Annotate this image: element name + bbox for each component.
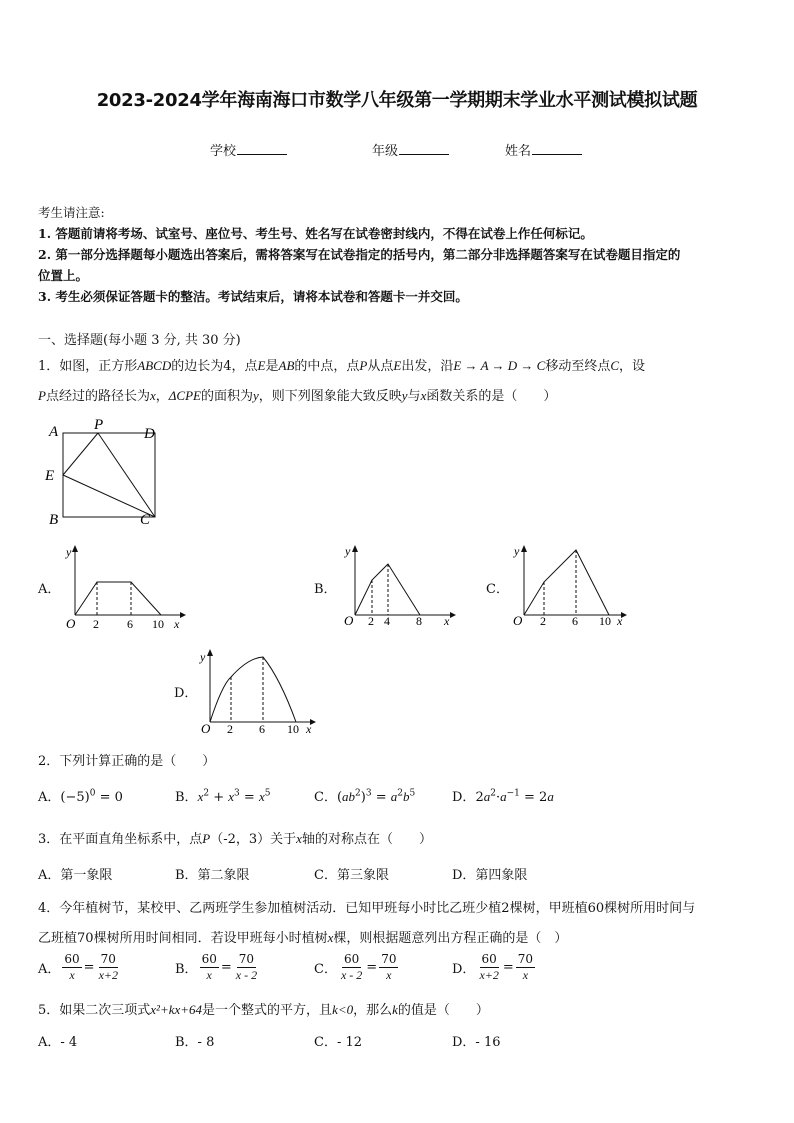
q1-option-a-label[interactable]: A．	[38, 582, 61, 597]
tick-6: 6	[127, 617, 133, 631]
curve	[524, 550, 609, 615]
q2-option-d[interactable]: D．$2a^2\cdot a^{-1} = 2a$	[452, 788, 554, 805]
question-5-stem: 5．如果二次三项式x²+kx+64是一个整式的平方，且k<0，那么k的值是（ ）	[38, 1002, 489, 1018]
q3-option-b[interactable]: B．第二象限	[175, 868, 250, 883]
q3-option-a[interactable]: A．第一象限	[38, 868, 113, 883]
note-item-1: 1. 答题前请将考场、试室号、座位号、考生号、姓名写在试卷密封线内，不得在试卷上作任何标记。	[38, 226, 593, 241]
question-1-line-2: P点经过的路径长为x，ΔCPE的面积为y，则下列图象能大致反映y与x函数关系的是（ ）	[38, 388, 557, 404]
curve	[75, 582, 161, 615]
tick-2: 2	[368, 614, 374, 628]
segment-ep	[63, 433, 98, 475]
y-axis-arrow	[72, 545, 78, 552]
origin-label: O	[344, 613, 354, 628]
school-field[interactable]	[210, 140, 287, 159]
name-blank[interactable]	[532, 142, 582, 155]
tick-10: 10	[599, 614, 611, 628]
square-figure	[40, 416, 170, 528]
question-1-line-1: 1．如图，正方形ABCD的边长为4，点E是AB的中点，点P从点E出发，沿E → A → D → C移动至终点C，设	[38, 358, 646, 374]
notes-heading: 考生请注意:	[38, 205, 105, 220]
y-axis-arrow	[521, 545, 527, 552]
page-title: 2023-2024学年海南海口市数学八年级第一学期期末学业水平测试模拟试题	[96, 90, 698, 111]
q1-option-d-label[interactable]: D．	[174, 686, 198, 701]
q5-option-d[interactable]: D．- 16	[452, 1035, 501, 1050]
q4-option-a[interactable]: A． $\frac{60}{x}$ = $\frac{70}{x+2}$	[38, 952, 119, 982]
y-axis-arrow	[352, 545, 358, 552]
question-2-stem: 2．下列计算正确的是（ ）	[38, 754, 216, 769]
school-label: 学校	[210, 144, 237, 159]
label-c: C	[140, 512, 151, 528]
origin-label: O	[66, 616, 76, 631]
x-label: x	[444, 614, 450, 628]
q3-option-c[interactable]: C．第三象限	[314, 868, 389, 883]
note-item-2-cont: 位置上。	[38, 268, 89, 283]
grade-label: 年级	[372, 144, 399, 159]
q4-option-b[interactable]: B． $\frac{60}{x}$ = $\frac{70}{x - 2}$	[175, 952, 258, 982]
tick-2: 2	[227, 722, 233, 736]
question-4-line-1: 4．今年植树节，某校甲、乙两班学生参加植树活动．已知甲班每小时比乙班少植2棵树，甲班植60棵树所用时间与	[38, 901, 696, 916]
q2-option-a[interactable]: A．$(-5)^0 = 0$	[38, 788, 123, 805]
label-d: D	[144, 426, 155, 442]
graph-c[interactable]	[513, 542, 638, 632]
question-4-line-2: 乙班植70棵树所用时间相同．若设甲班每小时植树x棵，则根据题意列出方程正确的是（ ）	[38, 930, 568, 946]
section-heading: 一、选择题(每小题 3 分, 共 30 分)	[38, 333, 241, 348]
label-a: A	[49, 424, 59, 440]
q1-option-c-label[interactable]: C．	[486, 582, 509, 597]
x-label: x	[617, 614, 623, 628]
tick-6: 6	[259, 722, 265, 736]
tick-10: 10	[152, 617, 164, 631]
x-axis-arrow	[180, 612, 186, 618]
q1-option-b-label[interactable]: B．	[314, 582, 337, 597]
q4-option-c[interactable]: C． $\frac{60}{x - 2}$ = $\frac{70}{x}$	[314, 952, 397, 982]
graph-d[interactable]	[198, 645, 323, 740]
tick-6: 6	[572, 614, 578, 628]
y-label: y	[514, 544, 520, 558]
note-item-3: 3. 考生必须保证答题卡的整洁。考试结束后，请将本试卷和答题卡一并交回。	[38, 289, 468, 304]
note-item-2: 2. 第一部分选择题每小题选出答案后，需将答案写在试卷指定的括号内，第二部分非选择题答案写在试卷题目指定的	[38, 247, 681, 262]
grade-field[interactable]	[372, 140, 449, 159]
tick-10: 10	[287, 722, 299, 736]
q5-option-c[interactable]: C．- 12	[314, 1035, 363, 1050]
name-label: 姓名	[505, 144, 532, 159]
tick-8: 8	[416, 614, 422, 628]
origin-label: O	[513, 613, 523, 628]
school-blank[interactable]	[237, 142, 287, 155]
y-label: y	[66, 545, 72, 559]
origin-label: O	[201, 721, 211, 736]
tick-2: 2	[93, 617, 99, 631]
y-axis-arrow	[207, 649, 213, 656]
curve	[210, 657, 296, 722]
q5-option-a[interactable]: A．- 4	[38, 1035, 78, 1050]
y-label: y	[200, 650, 206, 664]
q2-option-b[interactable]: B．$x^2 + x^3 = x^5$	[175, 788, 271, 805]
square-abcd	[63, 433, 155, 517]
q2-option-c[interactable]: C．$(ab^2)^3 = a^2b^5$	[314, 788, 416, 805]
tick-4: 4	[384, 614, 390, 628]
graph-a[interactable]	[62, 542, 187, 632]
label-p: P	[94, 417, 104, 433]
q5-option-b[interactable]: B．- 8	[175, 1035, 215, 1050]
y-label: y	[345, 544, 351, 558]
x-label: x	[306, 722, 312, 736]
q3-option-d[interactable]: D．第四象限	[452, 868, 528, 883]
grade-blank[interactable]	[399, 142, 449, 155]
graph-b[interactable]	[342, 542, 467, 632]
label-e: E	[45, 468, 55, 484]
name-field[interactable]	[505, 140, 582, 159]
question-3-stem: 3．在平面直角坐标系中，点P（-2，3）关于x轴的对称点在（ ）	[38, 831, 432, 847]
q4-option-d[interactable]: D． $\frac{60}{x+2}$ = $\frac{70}{x}$	[452, 952, 534, 982]
x-axis-arrow	[450, 612, 456, 618]
tick-2: 2	[540, 614, 546, 628]
label-b: B	[49, 512, 59, 528]
x-label: x	[174, 617, 180, 631]
